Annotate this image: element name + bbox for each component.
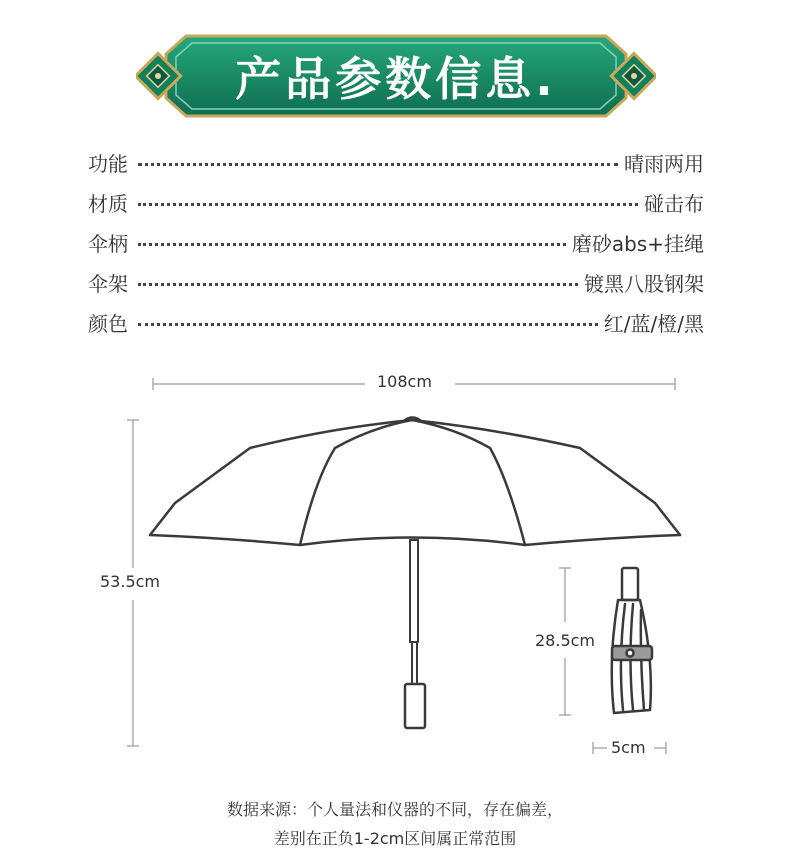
folded-width-label: 5cm xyxy=(611,738,646,757)
spec-label: 颜色 xyxy=(88,311,128,336)
folded-length-label: 28.5cm xyxy=(535,631,596,650)
spec-value: 红/蓝/橙/黑 xyxy=(603,311,704,336)
spec-value: 磨砂abs+挂绳 xyxy=(571,231,704,256)
spec-row-frame xyxy=(88,262,704,302)
spec-value: 镀黑八股钢架 xyxy=(584,271,704,296)
open-height-label: 53.5cm xyxy=(100,572,161,591)
dotted-leader xyxy=(138,203,638,206)
spec-value: 晴雨两用 xyxy=(624,151,704,176)
umbrella-diagram xyxy=(0,360,790,780)
dotted-leader xyxy=(138,243,566,246)
dotted-leader xyxy=(138,163,618,166)
open-umbrella-icon xyxy=(150,418,680,729)
spec-label: 功能 xyxy=(88,151,128,176)
spec-row-function xyxy=(88,142,704,182)
width-label: 108cm xyxy=(377,372,432,391)
spec-row-material xyxy=(88,182,704,222)
spec-value: 碰击布 xyxy=(644,191,704,216)
spec-label: 伞柄 xyxy=(88,231,128,256)
title-banner xyxy=(136,26,656,126)
spec-row-handle xyxy=(88,222,704,262)
spec-row-color xyxy=(88,302,704,342)
folded-umbrella-icon xyxy=(612,568,652,713)
dimension-lines xyxy=(127,378,675,754)
spec-label: 材质 xyxy=(88,191,128,216)
note-line-1: 数据来源：个人量法和仪器的不同，存在偏差， xyxy=(226,800,563,819)
dotted-leader xyxy=(138,283,578,286)
dotted-leader xyxy=(138,323,598,326)
umbrella-drawing xyxy=(0,360,790,780)
banner-title: 产品参数信息. xyxy=(235,52,557,106)
spec-list xyxy=(88,142,704,342)
spec-label: 伞架 xyxy=(88,271,128,296)
note-line-2: 差别在正负1-2cm区间属正常范围 xyxy=(273,829,517,848)
